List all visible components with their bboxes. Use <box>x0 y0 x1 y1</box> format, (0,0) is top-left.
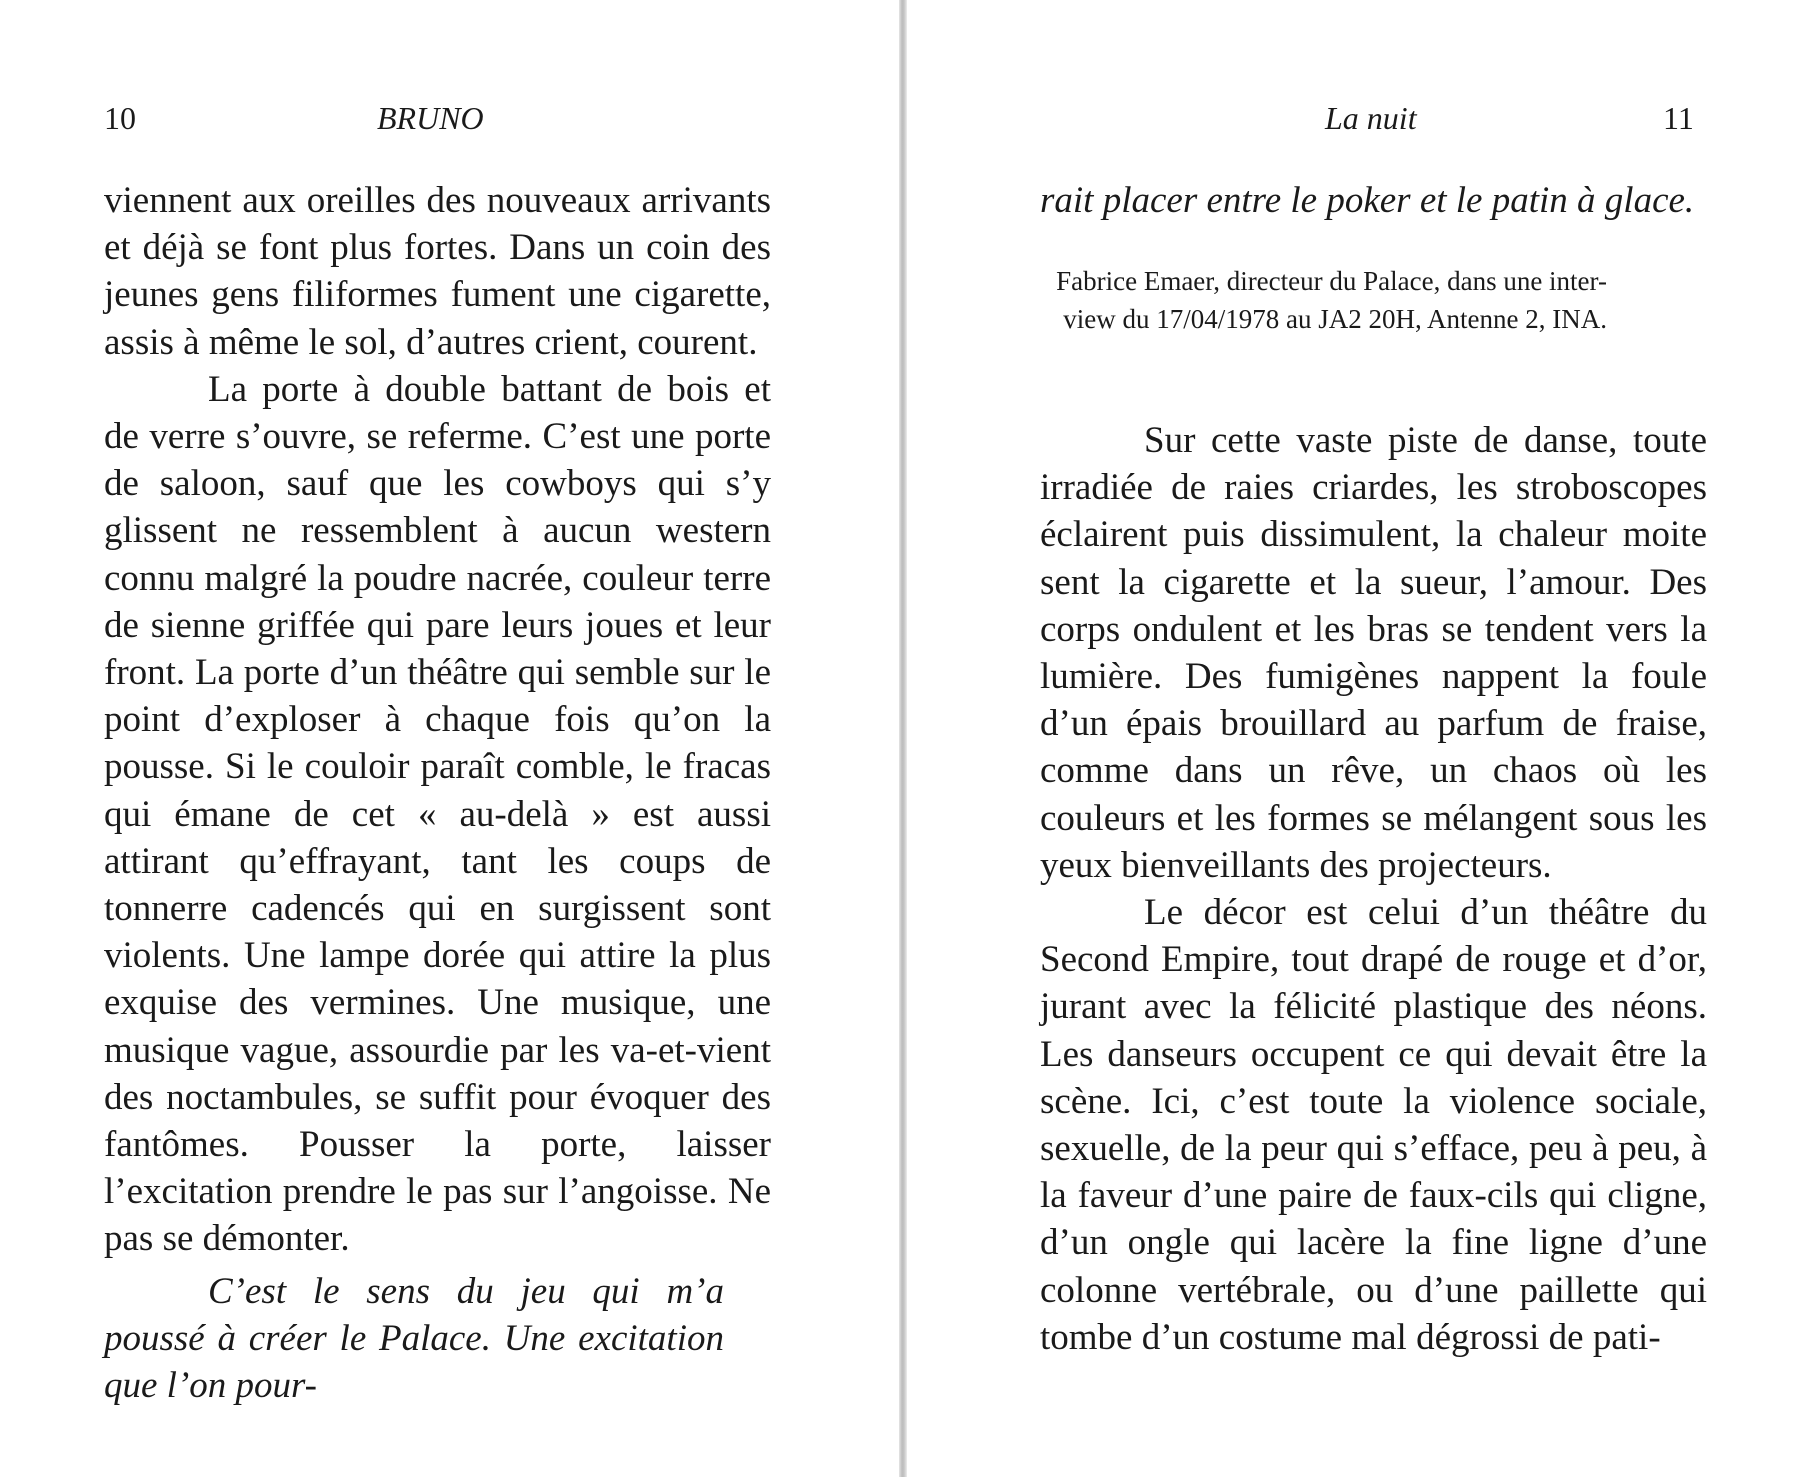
running-head-right: La nuit <box>1325 100 1417 136</box>
left-body-text <box>104 177 771 1263</box>
running-head-left: BRUNO <box>377 100 484 136</box>
right-page <box>907 0 1800 1477</box>
right-quote <box>1040 177 1740 224</box>
attribution-line-2: view du 17/04/1978 au JA2 20H, Antenne 2, INA. <box>1063 304 1607 334</box>
quote-attribution <box>1007 262 1607 338</box>
right-paragraph-2: Le décor est celui d’un théâtre du Second Empire, tout drapé de rouge et d’or, jurant avec la félicité plastique des néons. Les danseurs occupent ce qui devait être la scène. Ici, c’est toute la violence sociale, sexuelle, de la peur qui s’efface, peu à peu, à la faveur d’une paire de faux-cils qui cligne, d’un ongle qui lacère la fine ligne d’une colonne vertébrale, ou d’une paillette qui tombe d’un costume mal dégrossi de pati- <box>1040 892 1707 1358</box>
quote-start: C’est le sens du jeu qui m’a poussé à créer le Palace. Une excitation que l’on pour- <box>104 1271 724 1407</box>
page-number-left: 10 <box>104 100 136 136</box>
quote-end: rait placer entre le poker et le patin à glace. <box>1040 180 1695 221</box>
right-paragraph-1: Sur cette vaste piste de danse, toute irradiée de raies criardes, les stroboscopes éclairent puis dissimulent, la chaleur moite sent la cigarette et la sueur, l’amour. Des corps ondulent et les bras se tendent vers la lumière. Des fumigènes nappent la foule d’un épais brouillard au parfum de fraise, comme dans un rêve, un chaos où les couleurs et les formes se mélangent sous les yeux bienveillants des projecteurs. <box>1040 420 1707 886</box>
page-number-right: 11 <box>1663 100 1694 136</box>
right-body-text <box>1040 417 1707 1361</box>
left-paragraph-1: viennent aux oreilles des nouveaux arrivants et déjà se font plus fortes. Dans un coin des jeunes gens filiformes fument une cigarette, assis à même le sol, d’autres crient, courent. <box>104 180 771 363</box>
attribution-line-1: Fabrice Emaer, directeur du Palace, dans une inter- <box>1056 266 1607 296</box>
book-gutter <box>899 0 907 1477</box>
left-paragraph-2: La porte à double battant de bois et de verre s’ouvre, se referme. C’est une porte de saloon, sauf que les cowboys qui s’y glissent ne ressemblent à aucun western connu malgré la poudre nacrée, couleur terre de sienne griffée qui pare leurs joues et leur front. La porte d’un théâtre qui semble sur le point d’exploser à chaque fois qu’on la pousse. Si le couloir paraît comble, le fracas qui émane de cet « au-delà » est aussi attirant qu’effrayant, tant les coups de tonnerre cadencés qui en surgissent sont violents. Une lampe dorée qui attire la plus exquise des vermines. Une musique, une musique vague, assourdie par les va-et-vient des noctambules, se suffit pour évoquer des fantômes. Pousser la porte, laisser l’excitation prendre le pas sur l’angoisse. Ne pas se démonter. <box>104 368 771 1260</box>
left-quote <box>104 1268 724 1410</box>
